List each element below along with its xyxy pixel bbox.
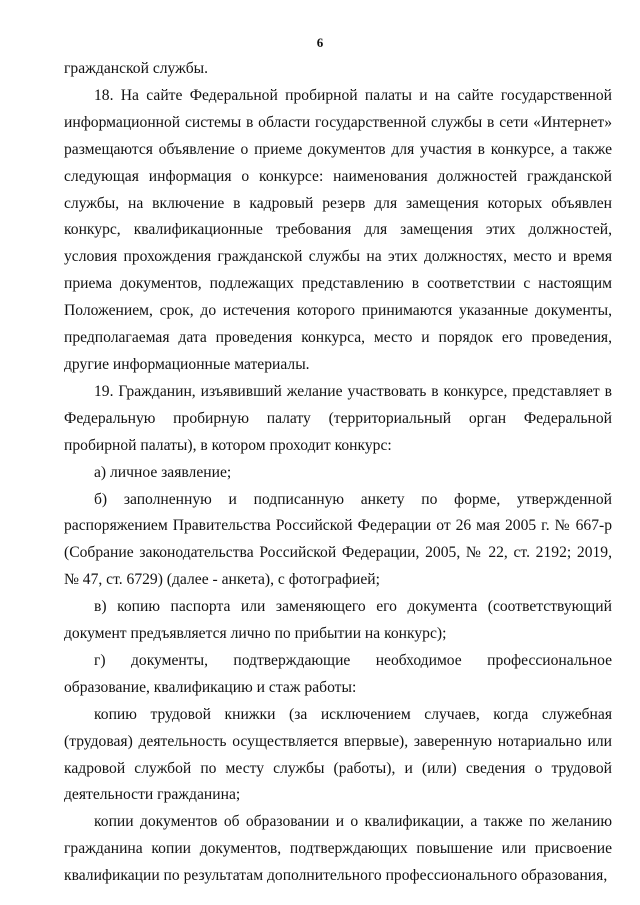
sub-item-work-record: копию трудовой книжки (за исключением случаев, когда служебная (трудовая) деятельность осуществляется впервые), заверенную нотариально или кадровой службой по месту службы (работы), и (или) сведения о трудовой деятельности гражданина; (64, 705, 612, 804)
paragraph-18: 18. На сайте Федеральной пробирной палаты и на сайте государственной информационной системы в области государственной службы в сети «Интернет» размещаются объявление о приеме документов для участия в конкурсе, а также следующая информация о конкурсе: наименования должностей гражданской службы, на включение в кадровый резерв для замещения которых объявлен конкурс, квалификационные требования для замещения этих должностей, условия прохождения гражданской службы на этих должностях, место и время приема документов, подлежащих представлению в соответствии с настоящим Положением, срок, до истечения которого принимаются указанные документы, предполагаемая дата проведения конкурса, место и порядок его проведения, другие информационные материалы. (64, 86, 612, 373)
list-item-a: а) личное заявление; (94, 463, 232, 481)
list-item-b: б) заполненную и подписанную анкету по форме, утвержденной распоряжением Правительства Российской Федерации от 26 мая 2005 г. № 667-р (Собрание законодательства Российской Федерации, 2005, № 22, ст. 2192; 2019, № 47, ст. 6729) (далее - анкета), с фотографией; (64, 490, 612, 589)
page-number: 6 (316, 35, 324, 50)
document-body (64, 56, 612, 890)
list-item-g: г) документы, подтверждающие необходимое профессиональное образование, квалификацию и стаж работы: (64, 651, 612, 696)
continuation-paragraph: гражданской службы. (64, 60, 209, 77)
paragraph-19: 19. Гражданин, изъявивший желание участвовать в конкурсе, представляет в Федеральную пробирную палату (территориальный орган Федеральной пробирной палаты), в котором проходит конкурс: (64, 382, 612, 454)
list-item-v: в) копию паспорта или заменяющего его документа (соответствующий документ предъявляется лично по прибытии на конкурс); (64, 598, 612, 643)
sub-item-education-docs: копии документов об образовании и о квалификации, а также по желанию гражданина копии документов, подтверждающих повышение или присвоение квалификации по результатам дополнительного профессионального образования, (64, 813, 612, 885)
